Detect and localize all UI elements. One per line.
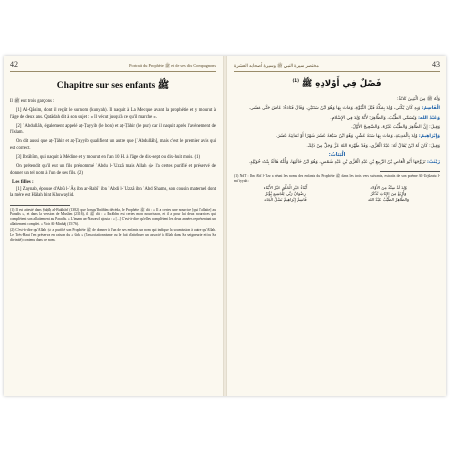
section-heading: Les filles : [12, 179, 34, 185]
paragraph: [1] Zaynab, épouse d'Abû l-ʿÂṣ ibn ar-Rabîʿ ibn ʿAbdi l-ʿUzzâ ibn ʿAbd Shams, son cousin maternel dont la mère est Hâlah bint Khuwaylid. [10, 186, 216, 199]
right-page-header [234, 60, 440, 72]
paragraph: [2] ʿAbdullâh, également appelé aṭ-Ṭayyib (le bon) et aṭ-Ṭâhir (le pur) car il naquit après l'avènement de l'Islam. [10, 123, 216, 136]
running-head: مختصر سيرة النبي ﷺ وسيرة أصحابه العشرة [234, 63, 319, 68]
paragraph: وَإِبْرَاهِيمُ: وُلِدَ بِالْمَدِينَةِ، وَمَاتَ بِهَا سَنَةَ عَشْرٍ، وَهُوَ ابْنُ سَبْعَةَ عَشَرَ شَهْرًا أَوْ ثَمَانِيَةَ عَشَرَ. [275, 134, 440, 140]
poem-line: وَأَرْبَعٌ مِنَ الإِنَاثِ تُذْكَرُ رِضْوَانُ رَبِّي لِلْجَمِيعِ يُؤْثَرُ [265, 191, 407, 197]
paragraph: وَقِيلَ: كَانَ لَهُ ابْنٌ يُقَالُ لَهُ: عَبْدُ الْعُزَّى، وَقَدْ طَهَّرَهُ اللهُ عَزَّ وَجَلَّ مِنْ ذَلِكَ. [306, 143, 440, 149]
section-heading: الْبَنَاتُ: [328, 152, 346, 159]
footnote-separator [10, 205, 70, 206]
paragraph: الْقَاسِمُ: وَبِهِ كَانَ يُكْنَى، وُلِدَ بِمَكَّةَ قَبْلَ النُّبُوَّةِ، وَمَاتَ بِهَا وَهُوَ ابْنُ سَنَتَيْنِ. وَقَالَ قَتَادَةُ: عَاشَ حَتَّى مَشَى. [248, 106, 440, 112]
poem-line: وُلِدَ لَهُ سِتَّةٌ مِنَ الأَوْلاد أَبْنَاءُ خَيْرِ الْخَلْقِ خَيْرُ الأَبْنَاء [263, 185, 407, 190]
chapter-title [234, 78, 440, 91]
left-page-header [10, 60, 216, 72]
chapter-title-text: فَصْلٌ فِي أَوْلادِهِ ﷺ [301, 78, 382, 89]
book-spread [4, 56, 446, 396]
paragraph: On dit aussi que aṭ-Ṭâhir et aṭ-Ṭayyib qualifient un autre que [ʿAbdullâh], mais c'est le premier avis qui est correct. [10, 139, 216, 151]
right-page [227, 56, 446, 396]
poem-line: وَالطَّاهِرُ الطَّيِّبُ عَبْدُ الله قَاسِمٌ إِبْرَاهِيمُ نَسْلُ الْجَاه [264, 197, 409, 203]
left-page [4, 56, 223, 396]
page-number: 43 [432, 60, 440, 69]
paragraph: On prétendit qu'il eut un fils prénommé ʿAbdu l-ʿUzzâ mais Allah ﷻ l'a certes purifié et préservé de donner un tel nom à l'un de ses fils. (2) [10, 164, 216, 176]
paragraph: زَيْنَبُ: تَزَوَّجَهَا أَبُو الْعَاصِ بْنُ الرَّبِيعِ بْنِ عَبْدِ الْعُزَّى بْنِ عَبْدِ شَمْسٍ، وَهُوَ ابْنُ خَالَتِهَا، وَأُمُّهُ هَالَةُ بِنْتُ خُوَيْلِدٍ. [248, 160, 440, 166]
footnote: (1) NdT : Ibn Abî l-ʿIzz a réuni les noms des enfants du Prophète ﷺ dans les trois vers suivants, extraits de son poème Al-Urjûzatu l-miʿiyyah : [234, 174, 441, 184]
page-number: 42 [10, 60, 18, 69]
paragraph: وَقِيلَ: إِنَّ الطَّاهِرَ وَالطَّيِّبَ غَيْرُهُ، وَالصَّحِيحُ الأَوَّلُ. [351, 125, 440, 131]
footnote: (2) C'est-à-dire qu'Allah ﷻ a purifié son Prophète ﷺ de donner à l'un de ses enfants un nom qui indique la soumission à autre qu'Allah. Le Très-Haut l'en préserva en raison du « širk » (l'associationnisme ou le fait d'attribuer un associé à Allah dans Sa seigneurie et/ou Sa divinité) contenu dans ce nom. [10, 228, 217, 242]
paragraph: وَعَبْدُ الله: وَيُسَمَّى الطَّيِّبَ، وَالطَّاهِرَ؛ لأَنَّهُ وُلِدَ فِي الإِسْلامِ. [330, 115, 440, 121]
running-head: Portrait du Prophète ﷺ et de ses dix Compagnons [129, 63, 216, 68]
paragraph: وَلَهُ ﷺ مِنَ الْبَنِينَ ثَلاثَةٌ: [396, 96, 440, 102]
paragraph: Il ﷺ eut trois garçons : [10, 99, 55, 104]
paragraph: [3] Ibrâhîm, qui naquit à Médine et y mourut en l'an 10 H. à l'âge de dix-sept ou dix-huit mois. (1) [16, 155, 201, 161]
footnote-separator [380, 171, 440, 172]
footnote-marker: (1) [292, 78, 299, 83]
chapter-title: Chapitre sur ses enfants ﷺ [56, 80, 170, 91]
paragraph: [1] Al-Qâsim, dont il reçût le surnom (kunyah). Il naquit à La Mecque avant la prophétie et y mourut à l'âge de deux ans. Qatâdah dit à son sujet : « Il vécut jusqu'à ce qu'il marche ». [10, 108, 216, 120]
footnote: (1) Il est attesté dans Ṣaḥîḥ al-Bukhârî (1382) que lorsqu'Ibrâhîm décéda, le Prophète ﷺ dit : « Il a certes une nourrice [qui l'allaite] au Paradis », et dans la version de Muslim (2316), il ﷺ dit : « Ibrâhîm est certes mon nourrisson, et il a pour lui deux nourrices qui complètent son allaitement au Paradis. » L'imam an-Nawawî ajouta : « [...] C'est-à-dire qu'elles complètent les deux années représentant un allaitement complet. » Voir Al-Minhâj (15/76). [10, 207, 216, 226]
